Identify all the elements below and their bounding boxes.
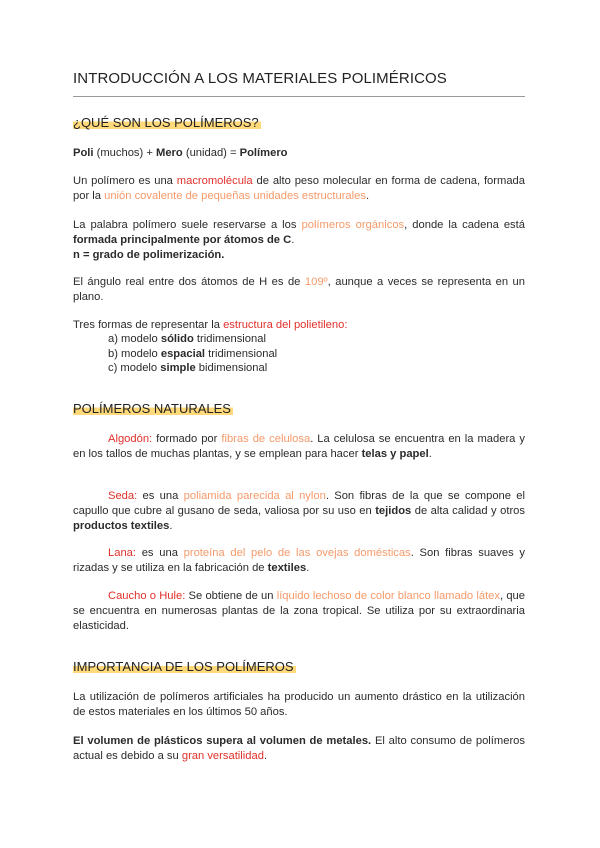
title-divider xyxy=(73,96,525,97)
paragraph-algodon: Algodón: formado por fibras de celulosa. La celulosa se encuentra en la madera y en los tallos de muchas plantas, y se emplean para hacer telas y papel. xyxy=(73,433,525,460)
section-heading-que-son: ¿QUÉ SON LOS POLÍMEROS? xyxy=(73,115,259,130)
formula-line: Poli (muchos) + Mero (unidad) = Polímero xyxy=(73,147,288,159)
model-list xyxy=(108,332,277,376)
paragraph-definicion: Un polímero es una macromolécula de alto peso molecular en forma de cadena, formada por la unión covalente de pequeñas unidades estructurales. xyxy=(73,175,525,202)
section-heading-importancia: IMPORTANCIA DE LOS POLÍMEROS xyxy=(73,659,294,674)
paragraph-caucho: Caucho o Hule: Se obtiene de un líquido lechoso de color blanco llamado látex, que se encuentra en numerosas plantas de la zona tropical. Se utiliza por su extraordinaria elasticidad. xyxy=(73,590,525,632)
paragraph-volumen: El volumen de plásticos supera al volumen de metales. El alto consumo de polímeros actual es debido a su gran versatilidad. xyxy=(73,735,525,762)
section-heading-naturales: POLÍMEROS NATURALES xyxy=(73,401,231,416)
page-title: INTRODUCCIÓN A LOS MATERIALES POLIMÉRICOS xyxy=(73,70,447,87)
paragraph-utilizacion: La utilización de polímeros artificiales ha producido un aumento drástico en la utilización de estos materiales en los últimos 50 años. xyxy=(73,691,525,718)
paragraph-estructura: Tres formas de representar la estructura del polietileno: xyxy=(73,319,348,331)
paragraph-polimeros-organicos: La palabra polímero suele reservarse a los polímeros orgánicos, donde la cadena está formada principalmente por átomos de C. n = grado de polimerización. xyxy=(73,219,525,261)
paragraph-lana: Lana: es una proteína del pelo de las ovejas domésticas. Son fibras suaves y rizadas y se utiliza en la fabricación de textiles. xyxy=(73,547,525,574)
paragraph-angulo: El ángulo real entre dos átomos de H es de 109º, aunque a veces se representa en un plano. xyxy=(73,276,525,303)
list-item: a) modelo sólido tridimensional xyxy=(108,333,266,345)
paragraph-seda: Seda: es una poliamida parecida al nylon. Son fibras de la que se compone el capullo que cubre al gusano de seda, valiosa por su uso en tejidos de alta calidad y otros productos textiles. xyxy=(73,490,525,532)
list-item: b) modelo espacial tridimensional xyxy=(108,347,278,360)
list-item: c) modelo simple bidimensional xyxy=(108,362,268,374)
